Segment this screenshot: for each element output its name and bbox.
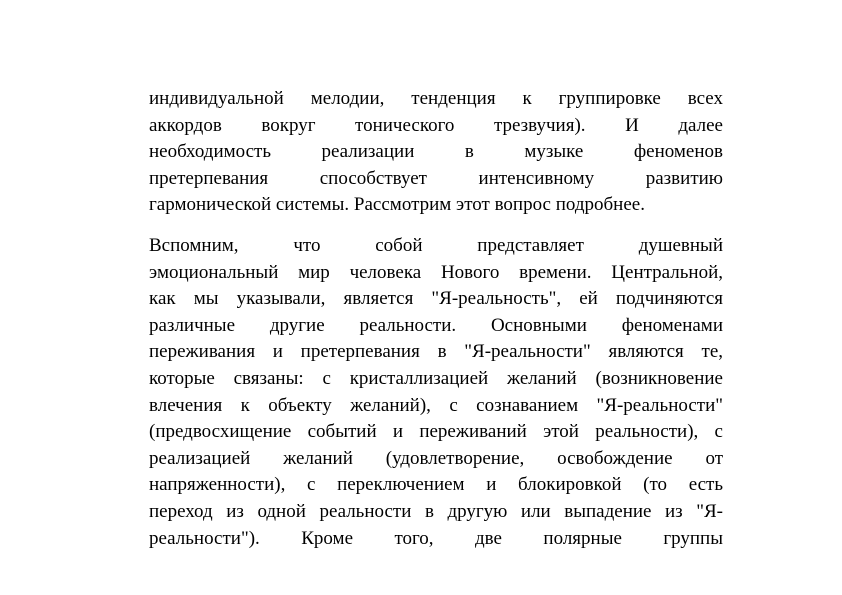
paragraph-line: различные другие реальности. Основными феноменами bbox=[149, 314, 723, 336]
paragraph-line: переживания и претерпевания в "Я-реальности" являются те, bbox=[149, 341, 723, 363]
paragraph-line: необходимость реализации в музыке феноменов bbox=[149, 141, 723, 163]
paragraph-line: переход из одной реальности в другую или выпадение из "Я- bbox=[149, 500, 723, 522]
paragraph-line: реализацией желаний (удовлетворение, освобождение от bbox=[149, 447, 723, 469]
paragraph-line: гармонической системы. Рассмотрим этот вопрос подробнее. bbox=[149, 194, 645, 216]
paragraph-line: которые связаны: с кристаллизацией желаний (возникновение bbox=[149, 367, 723, 389]
paragraph-line: реальности"). Кроме того, две полярные группы bbox=[149, 527, 723, 549]
paragraph-line: (предвосхищение событий и переживаний этой реальности), с bbox=[149, 421, 723, 443]
paragraph-line: как мы указывали, является "Я-реальность", ей подчиняются bbox=[149, 288, 723, 310]
paragraph-line: эмоциональный мир человека Нового времени. Центральной, bbox=[149, 261, 723, 283]
paragraph-1 bbox=[149, 86, 723, 219]
paragraph-line: индивидуальной мелодии, тенденция к группировке всех bbox=[149, 88, 723, 109]
paragraph-line: Вспомним, что собой представляет душевный bbox=[149, 235, 723, 256]
paragraph-line: напряженности), с переключением и блокировкой (то есть bbox=[149, 474, 723, 496]
paragraph-line: аккордов вокруг тонического трезвучия). И далее bbox=[149, 114, 723, 136]
paragraph-line: претерпевания способствует интенсивному развитию bbox=[149, 167, 723, 189]
paragraph-line: влечения к объекту желаний), с сознаванием "Я-реальности" bbox=[149, 394, 723, 416]
paragraph-2 bbox=[149, 233, 723, 552]
